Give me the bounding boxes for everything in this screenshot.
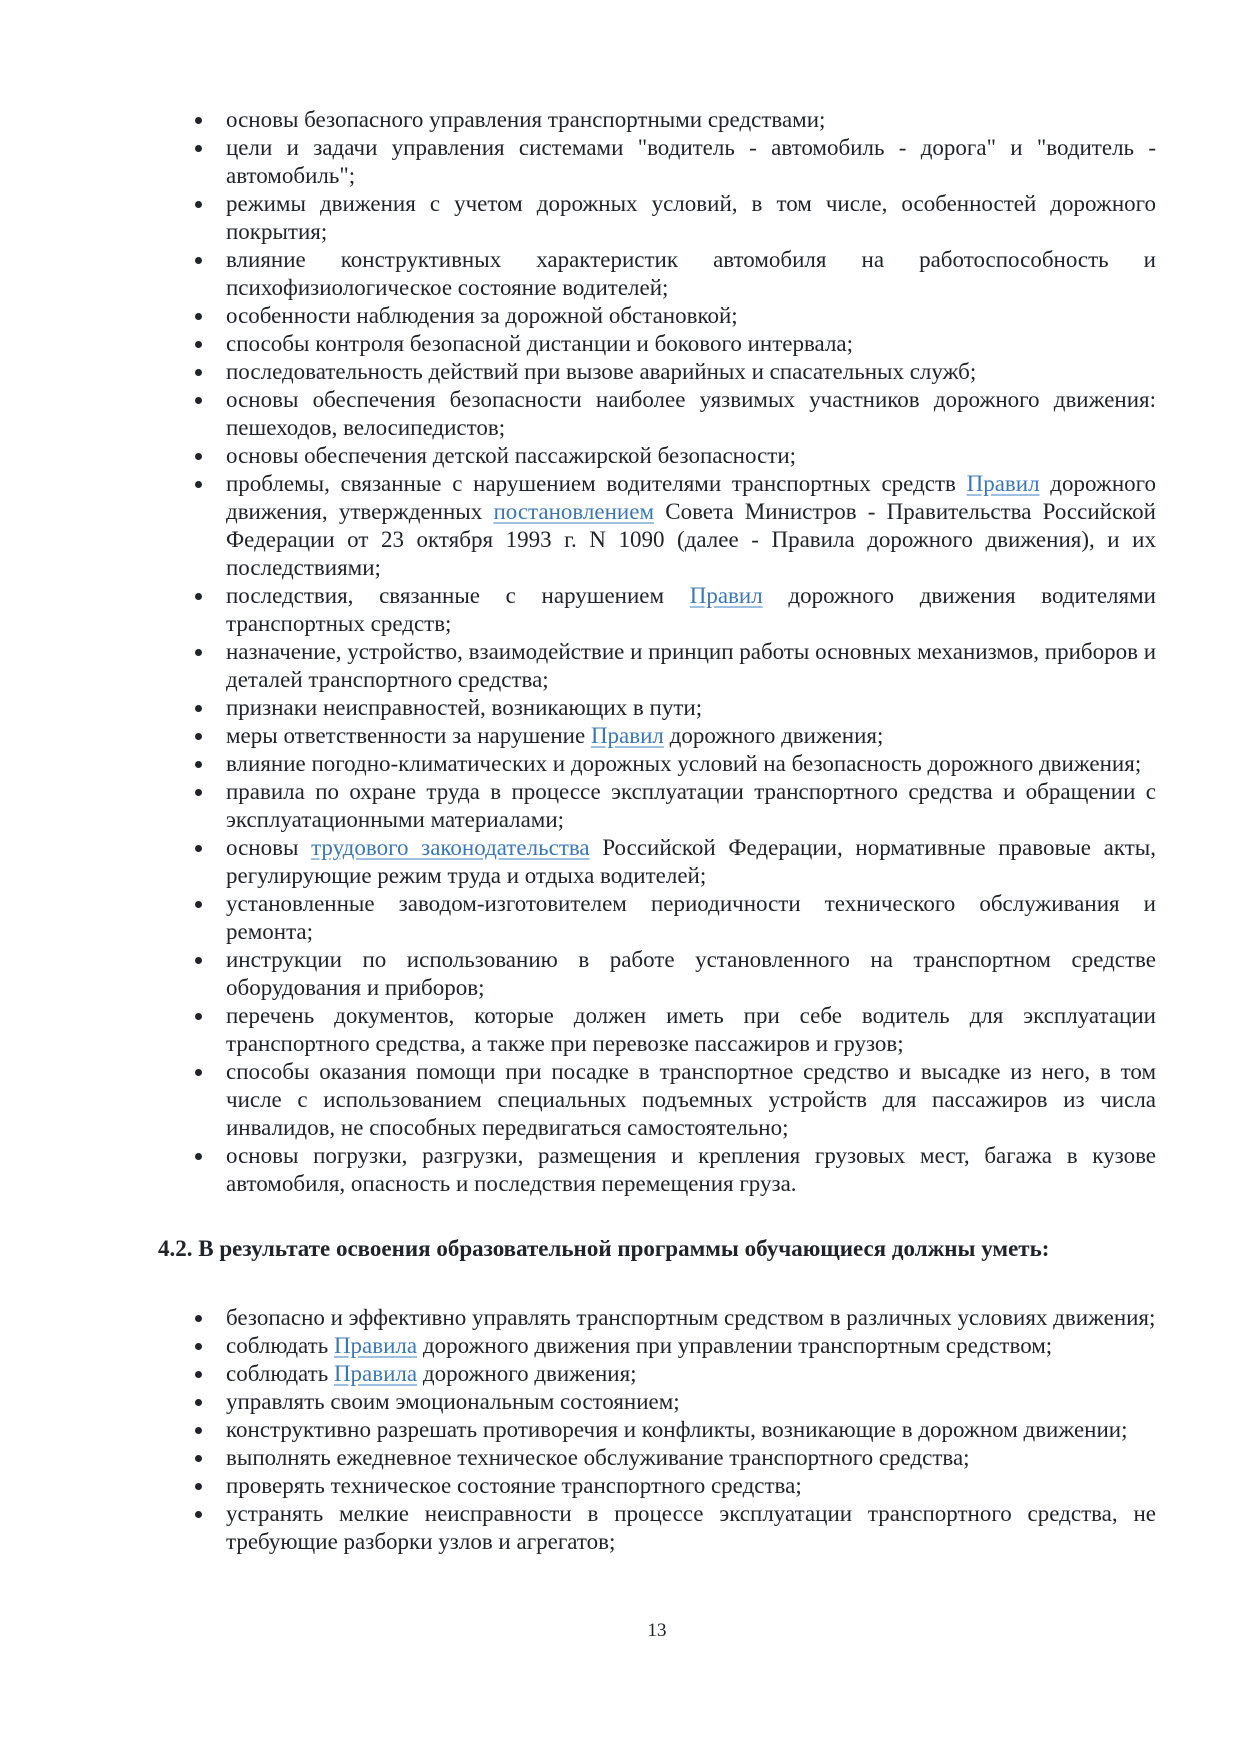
list-item: [158, 190, 1156, 246]
list-item: [158, 1360, 1156, 1388]
page-number: 13: [647, 1620, 667, 1641]
bullet-icon: [195, 593, 202, 600]
list-item-text: проверять техническое состояние транспортного средства;: [226, 1473, 802, 1498]
section-heading-4-2: 4.2. В результате освоения образовательной программы обучающиеся должны уметь:: [158, 1236, 1050, 1261]
list-item: [158, 386, 1156, 442]
bullet-icon: [195, 313, 202, 320]
list-item-text: особенности наблюдения за дорожной обстановкой;: [226, 303, 738, 328]
doc-link[interactable]: Правил: [689, 583, 763, 608]
list-item-text: основы безопасного управления транспортными средствами;: [226, 107, 826, 132]
list-item-text: соблюдать Правила дорожного движения при управлении транспортным средством;: [226, 1333, 1053, 1358]
list-item-text: признаки неисправностей, возникающих в пути;: [226, 695, 703, 720]
list-item-text: правила по охране труда в процессе эксплуатации транспортного средства и обращении с эксплуатационными материалами;: [226, 779, 1156, 832]
list-item: [158, 1472, 1156, 1500]
list-item: [158, 358, 1156, 386]
list-item-text: инструкции по использованию в работе установленного на транспортном средстве оборудования и приборов;: [226, 947, 1156, 1000]
doc-link[interactable]: постановлением: [493, 499, 654, 524]
bullet-icon: [195, 1315, 202, 1322]
list-item-text: проблемы, связанные с нарушением водителями транспортных средств Правил дорожного движения, утвержденных постановлением Совета Министров - Правительства Российской Федерации от 23 октября 1993 г. N 1090 (далее - Правила дорожного движения), и их последствиями;: [226, 471, 1156, 580]
bullet-icon: [195, 453, 202, 460]
doc-link[interactable]: Правила: [333, 1333, 418, 1358]
bullet-icon: [195, 201, 202, 208]
bullet-icon: [195, 369, 202, 376]
list-item-text: режимы движения с учетом дорожных условий, в том числе, особенностей дорожного покрытия;: [226, 191, 1156, 244]
bullet-icon: [195, 1013, 202, 1020]
doc-link[interactable]: Правила: [333, 1361, 418, 1386]
list-item-text: основы обеспечения безопасности наиболее уязвимых участников дорожного движения: пешеходов, велосипедистов;: [226, 387, 1156, 440]
list-item-text: выполнять ежедневное техническое обслуживание транспортного средства;: [226, 1445, 970, 1470]
list-item-text: способы контроля безопасной дистанции и бокового интервала;: [226, 331, 854, 356]
list-item: [158, 1444, 1156, 1472]
bullet-icon: [195, 1455, 202, 1462]
list-item: [158, 722, 1156, 750]
bullet-icon: [195, 397, 202, 404]
list-item-text: влияние конструктивных характеристик автомобиля на работоспособность и психофизиологическое состояние водителей;: [226, 247, 1156, 300]
list-item-text: цели и задачи управления системами "водитель - автомобиль - дорога" и "водитель - автомобиль";: [226, 135, 1156, 188]
bullet-icon: [195, 705, 202, 712]
list-item-text: перечень документов, которые должен иметь при себе водитель для эксплуатации транспортного средства, а также при перевозке пассажиров и грузов;: [226, 1003, 1156, 1056]
list-item: [158, 946, 1156, 1002]
list-item-text: последствия, связанные с нарушением Правил дорожного движения водителями транспортных средств;: [226, 583, 1156, 636]
list-item: [158, 330, 1156, 358]
list-item: [158, 694, 1156, 722]
bullet-icon: [195, 733, 202, 740]
list-item: [158, 442, 1156, 470]
list-item: [158, 1142, 1156, 1198]
list-item: [158, 582, 1156, 638]
list-item-text: влияние погодно-климатических и дорожных условий на безопасность дорожного движения;: [226, 751, 1142, 776]
bullet-icon: [195, 1371, 202, 1378]
bullet-icon: [195, 341, 202, 348]
bullet-icon: [195, 1399, 202, 1406]
bullet-icon: [195, 649, 202, 656]
list-item-text: установленные заводом-изготовителем периодичности технического обслуживания и ремонта;: [226, 891, 1156, 944]
list-item: [158, 1058, 1156, 1142]
doc-link[interactable]: Правил: [590, 723, 664, 748]
bullet-icon: [195, 481, 202, 488]
bullet-icon: [195, 1153, 202, 1160]
list-item: [158, 750, 1156, 778]
bullet-icon: [195, 1511, 202, 1518]
skills-requirements-list: [158, 1304, 1156, 1556]
bullet-icon: [195, 117, 202, 124]
bullet-icon: [195, 789, 202, 796]
list-item: [158, 1304, 1156, 1332]
list-item-text: основы погрузки, разгрузки, размещения и крепления грузовых мест, багажа в кузове автомобиля, опасность и последствия перемещения груза.: [226, 1143, 1156, 1196]
bullet-icon: [195, 901, 202, 908]
list-item: [158, 638, 1156, 694]
list-item: [158, 106, 1156, 134]
bullet-icon: [195, 257, 202, 264]
list-item-text: назначение, устройство, взаимодействие и принцип работы основных механизмов, приборов и деталей транспортного средства;: [226, 639, 1156, 692]
list-item: [158, 1332, 1156, 1360]
list-item-text: основы обеспечения детской пассажирской безопасности;: [226, 443, 797, 468]
knowledge-requirements-list: [158, 106, 1156, 1198]
list-item: [158, 134, 1156, 190]
list-item-text: способы оказания помощи при посадке в транспортное средство и высадке из него, в том числе с использованием специальных подъемных устройств для пассажиров из числа инвалидов, не способных передвигаться самостоятельно;: [226, 1059, 1156, 1140]
list-item: [158, 470, 1156, 582]
list-item-text: последовательность действий при вызове аварийных и спасательных служб;: [226, 359, 977, 384]
list-item: [158, 302, 1156, 330]
bullet-icon: [195, 1483, 202, 1490]
bullet-icon: [195, 1427, 202, 1434]
bullet-icon: [195, 761, 202, 768]
bullet-icon: [195, 145, 202, 152]
list-item: [158, 1500, 1156, 1556]
list-item-text: управлять своим эмоциональным состоянием;: [226, 1389, 680, 1414]
list-item-text: меры ответственности за нарушение Правил дорожного движения;: [226, 723, 884, 748]
list-item-text: устранять мелкие неисправности в процессе эксплуатации транспортного средства, не требующие разборки узлов и агрегатов;: [226, 1501, 1156, 1554]
list-item: [158, 1002, 1156, 1058]
list-item-text: безопасно и эффективно управлять транспортным средством в различных условиях движения;: [226, 1305, 1156, 1330]
list-item: [158, 1388, 1156, 1416]
doc-link[interactable]: Правил: [966, 471, 1040, 496]
bullet-icon: [195, 1069, 202, 1076]
bullet-icon: [195, 957, 202, 964]
list-item: [158, 890, 1156, 946]
list-item-text: основы трудового законодательства Российской Федерации, нормативные правовые акты, регулирующие режим труда и отдыха водителей;: [226, 835, 1157, 888]
bullet-icon: [195, 1343, 202, 1350]
list-item: [158, 246, 1156, 302]
doc-link[interactable]: трудового законодательства: [311, 835, 590, 860]
list-item: [158, 834, 1156, 890]
list-item: [158, 778, 1156, 834]
list-item-text: соблюдать Правила дорожного движения;: [226, 1361, 637, 1386]
bullet-icon: [195, 845, 202, 852]
list-item-text: конструктивно разрешать противоречия и конфликты, возникающие в дорожном движении;: [226, 1417, 1128, 1442]
list-item: [158, 1416, 1156, 1444]
